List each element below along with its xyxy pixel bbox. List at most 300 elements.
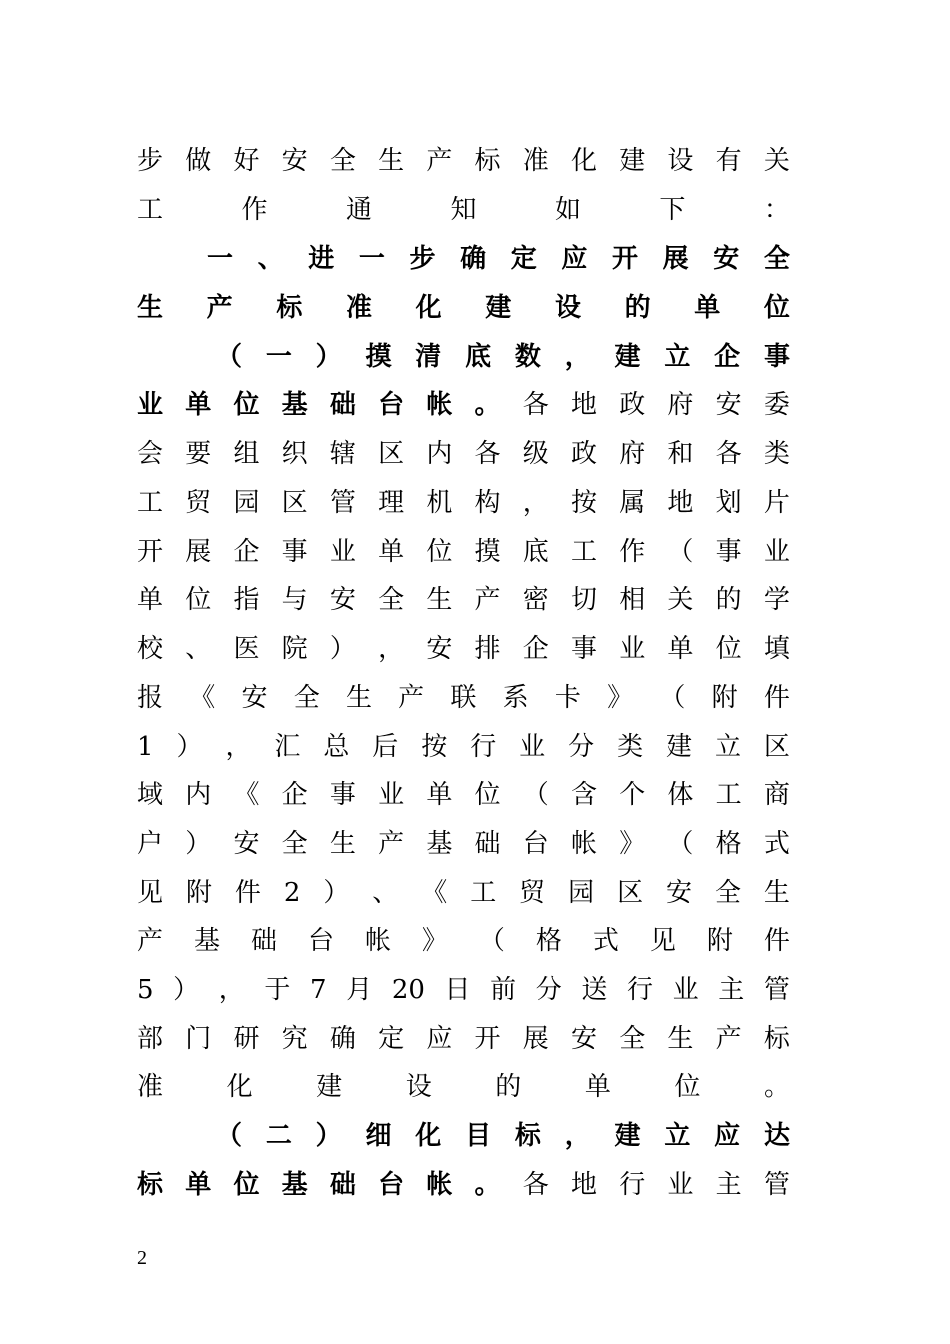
text-line	[216, 337, 790, 377]
glyph: 安	[715, 390, 742, 420]
glyph: 。	[474, 390, 501, 420]
glyph: 主	[715, 1170, 742, 1200]
glyph: 商	[763, 780, 790, 810]
glyph: 事	[281, 537, 308, 567]
glyph: ，	[522, 488, 549, 518]
glyph: 件	[234, 878, 261, 908]
glyph: 全	[763, 244, 790, 274]
glyph: 级	[522, 439, 549, 469]
glyph: ）	[315, 342, 342, 372]
glyph: 属	[619, 488, 646, 518]
glyph: 附	[706, 926, 733, 956]
glyph: 达	[763, 1121, 790, 1151]
glyph: 单	[378, 537, 405, 567]
glyph: 建	[666, 732, 693, 762]
glyph: 、	[372, 878, 399, 908]
glyph: 学	[763, 585, 790, 615]
glyph: 贸	[185, 488, 212, 518]
glyph: 业	[619, 634, 646, 664]
glyph: 全	[329, 146, 356, 176]
glyph: （	[667, 537, 694, 567]
glyph: （	[667, 829, 694, 859]
glyph: ，	[218, 975, 245, 1005]
glyph: 安	[329, 585, 356, 615]
glyph: 式	[592, 926, 619, 956]
glyph: ）	[185, 829, 212, 859]
text-line	[137, 1165, 790, 1205]
glyph: 台	[307, 926, 334, 956]
glyph: ）	[329, 634, 356, 664]
glyph: 按	[421, 732, 448, 762]
glyph: 础	[329, 390, 356, 420]
glyph: 帐	[570, 829, 597, 859]
glyph: 送	[581, 975, 608, 1005]
glyph: 设	[667, 146, 694, 176]
text-line	[137, 385, 790, 425]
glyph: 汇	[274, 732, 301, 762]
glyph: 台	[522, 829, 549, 859]
glyph: 密	[522, 585, 549, 615]
glyph: 内	[426, 439, 453, 469]
glyph: 基	[281, 1170, 308, 1200]
glyph: 行	[619, 1170, 646, 1200]
glyph: ）	[315, 1121, 342, 1151]
text-line	[137, 921, 790, 961]
glyph: （	[216, 342, 243, 372]
glyph: 管	[329, 488, 356, 518]
glyph: 生	[763, 878, 790, 908]
glyph: 》	[421, 926, 448, 956]
glyph: 开	[612, 244, 639, 274]
glyph: 《	[233, 780, 260, 810]
glyph: 门	[185, 1024, 212, 1054]
glyph: 步	[137, 146, 164, 176]
text-line	[137, 580, 790, 620]
text-line	[137, 141, 790, 181]
glyph: 台	[378, 390, 405, 420]
glyph: 地	[570, 390, 597, 420]
glyph: 日	[444, 975, 471, 1005]
glyph: 业	[519, 732, 546, 762]
glyph: 产	[206, 293, 233, 323]
glyph: 准	[522, 146, 549, 176]
text-line	[137, 532, 790, 572]
glyph: 类	[763, 439, 790, 469]
glyph: 格	[535, 926, 562, 956]
glyph: 基	[426, 829, 453, 859]
glyph: ：	[763, 195, 790, 225]
glyph: 究	[281, 1024, 308, 1054]
glyph: 立	[664, 1121, 691, 1151]
glyph: 底	[465, 342, 492, 372]
glyph: 二	[265, 1121, 292, 1151]
glyph: 指	[233, 585, 260, 615]
glyph: ）	[173, 975, 200, 1005]
glyph: 化	[415, 1121, 442, 1151]
glyph: 安	[233, 829, 260, 859]
glyph: 单	[426, 780, 453, 810]
glyph: 应	[714, 1121, 741, 1151]
glyph: 生	[667, 1024, 694, 1054]
glyph: 》	[607, 683, 634, 713]
glyph: 展	[185, 537, 212, 567]
glyph: 产	[398, 683, 425, 713]
text-line	[137, 970, 790, 1010]
glyph: 报	[137, 683, 164, 713]
glyph: 知	[450, 195, 477, 225]
glyph: 政	[570, 439, 597, 469]
text-line	[137, 873, 790, 913]
glyph: 作	[241, 195, 268, 225]
glyph: 前	[490, 975, 517, 1005]
text-line	[137, 434, 790, 474]
glyph: 划	[715, 488, 742, 518]
glyph: 建	[485, 293, 512, 323]
glyph: 《	[421, 878, 448, 908]
glyph: 如	[554, 195, 581, 225]
glyph: 校	[137, 634, 164, 664]
glyph: 见	[649, 926, 676, 956]
glyph: 础	[329, 1170, 356, 1200]
glyph: 的	[624, 293, 651, 323]
glyph: 按	[570, 488, 597, 518]
glyph: 位	[426, 537, 453, 567]
glyph: 标	[514, 1121, 541, 1151]
glyph: 位	[233, 1170, 260, 1200]
glyph: 地	[667, 488, 694, 518]
glyph: 组	[233, 439, 260, 469]
glyph: 府	[667, 390, 694, 420]
glyph: 位	[233, 390, 260, 420]
glyph: 生	[345, 683, 372, 713]
glyph: 生	[329, 829, 356, 859]
glyph: （	[478, 926, 505, 956]
glyph: 帐	[364, 926, 391, 956]
glyph: 建	[614, 1121, 641, 1151]
glyph: 企	[714, 342, 741, 372]
glyph: 各	[474, 439, 501, 469]
glyph: 展	[522, 1024, 549, 1054]
glyph: 和	[667, 439, 694, 469]
glyph: 。	[474, 1170, 501, 1200]
glyph: 确	[460, 244, 487, 274]
glyph: 好	[233, 146, 260, 176]
text-line	[137, 288, 790, 328]
glyph: 产	[137, 926, 164, 956]
text-line	[137, 190, 790, 230]
glyph: 关	[667, 585, 694, 615]
glyph: 目	[465, 1121, 492, 1151]
glyph: 的	[495, 1072, 522, 1102]
glyph: 产	[715, 1024, 742, 1054]
glyph: 位	[474, 780, 501, 810]
glyph: 5	[137, 975, 154, 1005]
glyph: 标	[276, 293, 303, 323]
glyph: 做	[185, 146, 212, 176]
glyph: 产	[426, 146, 453, 176]
glyph: 全	[293, 683, 320, 713]
glyph: ，	[378, 634, 405, 664]
glyph: 位	[185, 585, 212, 615]
glyph: 事	[715, 537, 742, 567]
glyph: 标	[474, 146, 501, 176]
glyph: 业	[672, 975, 699, 1005]
glyph: 础	[250, 926, 277, 956]
glyph: 摸	[474, 537, 501, 567]
glyph: 通	[345, 195, 372, 225]
glyph: 步	[409, 244, 436, 274]
glyph: 关	[763, 146, 790, 176]
glyph: 生	[137, 293, 164, 323]
glyph: 位	[715, 634, 742, 664]
glyph: （	[216, 1121, 243, 1151]
glyph: 卡	[554, 683, 581, 713]
glyph: 业	[378, 780, 405, 810]
glyph: 业	[763, 537, 790, 567]
glyph: 单	[584, 1072, 611, 1102]
glyph: 事	[763, 342, 790, 372]
glyph: 化	[226, 1072, 253, 1102]
glyph: 工	[137, 488, 164, 518]
glyph: 建	[614, 342, 641, 372]
glyph: ）	[176, 732, 203, 762]
glyph: 行	[470, 732, 497, 762]
glyph: 7	[310, 975, 327, 1005]
glyph: 贸	[519, 878, 546, 908]
glyph: 20	[391, 975, 425, 1005]
glyph: 片	[763, 488, 790, 518]
glyph: 排	[474, 634, 501, 664]
glyph: 单	[185, 1170, 212, 1200]
glyph: 分	[568, 732, 595, 762]
glyph: 设	[405, 1072, 432, 1102]
glyph: 准	[137, 1072, 164, 1102]
glyph: 单	[137, 585, 164, 615]
glyph: 个	[619, 780, 646, 810]
glyph: 立	[714, 732, 741, 762]
text-line	[137, 824, 790, 864]
glyph: 应	[561, 244, 588, 274]
glyph: 础	[474, 829, 501, 859]
glyph: 确	[329, 1024, 356, 1054]
page-number: 2	[137, 1247, 147, 1269]
glyph: 区	[378, 439, 405, 469]
glyph: 区	[281, 488, 308, 518]
glyph: 一	[265, 342, 292, 372]
glyph: 附	[185, 878, 212, 908]
glyph: 园	[233, 488, 260, 518]
glyph: 管	[763, 1170, 790, 1200]
text-line	[137, 727, 790, 767]
glyph: 府	[619, 439, 646, 469]
glyph: 安	[281, 146, 308, 176]
glyph: 工	[137, 195, 164, 225]
glyph: 联	[450, 683, 477, 713]
glyph: 机	[426, 488, 453, 518]
glyph: 理	[378, 488, 405, 518]
glyph: 安	[666, 878, 693, 908]
glyph: 底	[522, 537, 549, 567]
glyph: 业	[667, 1170, 694, 1200]
text-line	[137, 1067, 790, 1107]
glyph: 立	[664, 342, 691, 372]
glyph: 安	[570, 1024, 597, 1054]
text-line	[137, 1019, 790, 1059]
glyph: 下	[659, 195, 686, 225]
glyph: ，	[564, 342, 591, 372]
text-line	[137, 629, 790, 669]
glyph: 设	[554, 293, 581, 323]
glyph: 清	[415, 342, 442, 372]
glyph: 会	[137, 439, 164, 469]
glyph: 作	[619, 537, 646, 567]
glyph: 域	[137, 780, 164, 810]
glyph: ，	[225, 732, 252, 762]
text-line	[137, 678, 790, 718]
glyph: 主	[718, 975, 745, 1005]
glyph: 帐	[426, 390, 453, 420]
glyph: （	[659, 683, 686, 713]
glyph: 各	[522, 390, 549, 420]
glyph: 分	[535, 975, 562, 1005]
glyph: 安	[713, 244, 740, 274]
glyph: 管	[763, 975, 790, 1005]
glyph: 填	[763, 634, 790, 664]
glyph: 区	[617, 878, 644, 908]
glyph: ）	[323, 878, 350, 908]
glyph: 式	[763, 829, 790, 859]
glyph: 委	[763, 390, 790, 420]
glyph: 见	[137, 878, 164, 908]
glyph: 全	[378, 585, 405, 615]
glyph: 帐	[426, 1170, 453, 1200]
glyph: 各	[715, 439, 742, 469]
text-line	[207, 239, 790, 279]
glyph: 研	[233, 1024, 260, 1054]
glyph: 、	[185, 634, 212, 664]
glyph: 标	[763, 1024, 790, 1054]
glyph: 《	[189, 683, 216, 713]
glyph: 附	[711, 683, 738, 713]
glyph: 细	[365, 1121, 392, 1151]
glyph: 件	[763, 683, 790, 713]
glyph: 2	[283, 878, 301, 908]
glyph: 生	[378, 146, 405, 176]
glyph: 工	[470, 878, 497, 908]
glyph: 》	[619, 829, 646, 859]
glyph: 安	[241, 683, 268, 713]
glyph: 产	[378, 829, 405, 859]
glyph: 定	[510, 244, 537, 274]
glyph: 业	[137, 390, 164, 420]
glyph: 总	[323, 732, 350, 762]
glyph: 院	[281, 634, 308, 664]
glyph: 企	[233, 537, 260, 567]
glyph: 的	[715, 585, 742, 615]
glyph: 单	[694, 293, 721, 323]
glyph: 准	[345, 293, 372, 323]
glyph: 切	[570, 585, 597, 615]
glyph: 件	[763, 926, 790, 956]
glyph: 摸	[365, 342, 392, 372]
glyph: 系	[502, 683, 529, 713]
glyph: 展	[662, 244, 689, 274]
glyph: 构	[474, 488, 501, 518]
glyph: 政	[619, 390, 646, 420]
glyph: 含	[570, 780, 597, 810]
glyph: 单	[667, 634, 694, 664]
glyph: 单	[185, 390, 212, 420]
glyph: 建	[316, 1072, 343, 1102]
glyph: 化	[570, 146, 597, 176]
glyph: 要	[185, 439, 212, 469]
glyph: 户	[137, 829, 164, 859]
glyph: 生	[426, 585, 453, 615]
glyph: 于	[264, 975, 291, 1005]
glyph: ，	[564, 1121, 591, 1151]
glyph: 、	[257, 244, 284, 274]
glyph: 区	[763, 732, 790, 762]
glyph: 医	[233, 634, 260, 664]
glyph: （	[522, 780, 549, 810]
glyph: 一	[207, 244, 234, 274]
glyph: 织	[281, 439, 308, 469]
glyph: 企	[281, 780, 308, 810]
glyph: 工	[715, 780, 742, 810]
glyph: 企	[522, 634, 549, 664]
glyph: 全	[281, 829, 308, 859]
glyph: 园	[568, 878, 595, 908]
glyph: 类	[617, 732, 644, 762]
glyph: 相	[619, 585, 646, 615]
glyph: 台	[378, 1170, 405, 1200]
glyph: 工	[570, 537, 597, 567]
glyph: 建	[619, 146, 646, 176]
glyph: 基	[281, 390, 308, 420]
text-line	[137, 483, 790, 523]
glyph: 月	[346, 975, 373, 1005]
text-line	[137, 775, 790, 815]
glyph: 产	[474, 585, 501, 615]
glyph: 有	[715, 146, 742, 176]
glyph: 地	[570, 1170, 597, 1200]
glyph: 进	[308, 244, 335, 274]
glyph: 行	[627, 975, 654, 1005]
glyph: 定	[378, 1024, 405, 1054]
glyph: 体	[667, 780, 694, 810]
glyph: 位	[674, 1072, 701, 1102]
glyph: 一	[358, 244, 385, 274]
glyph: 部	[137, 1024, 164, 1054]
glyph: 内	[185, 780, 212, 810]
text-line	[216, 1116, 790, 1156]
glyph: 全	[619, 1024, 646, 1054]
glyph: 与	[281, 585, 308, 615]
glyph: 化	[415, 293, 442, 323]
glyph: 辖	[329, 439, 356, 469]
glyph: 基	[193, 926, 220, 956]
glyph: 后	[372, 732, 399, 762]
glyph: 格	[715, 829, 742, 859]
glyph: 全	[714, 878, 741, 908]
glyph: 开	[137, 537, 164, 567]
glyph: 位	[763, 293, 790, 323]
glyph: 应	[426, 1024, 453, 1054]
glyph: 安	[426, 634, 453, 664]
glyph: 1	[137, 732, 154, 762]
glyph: 各	[522, 1170, 549, 1200]
glyph: 事	[570, 634, 597, 664]
